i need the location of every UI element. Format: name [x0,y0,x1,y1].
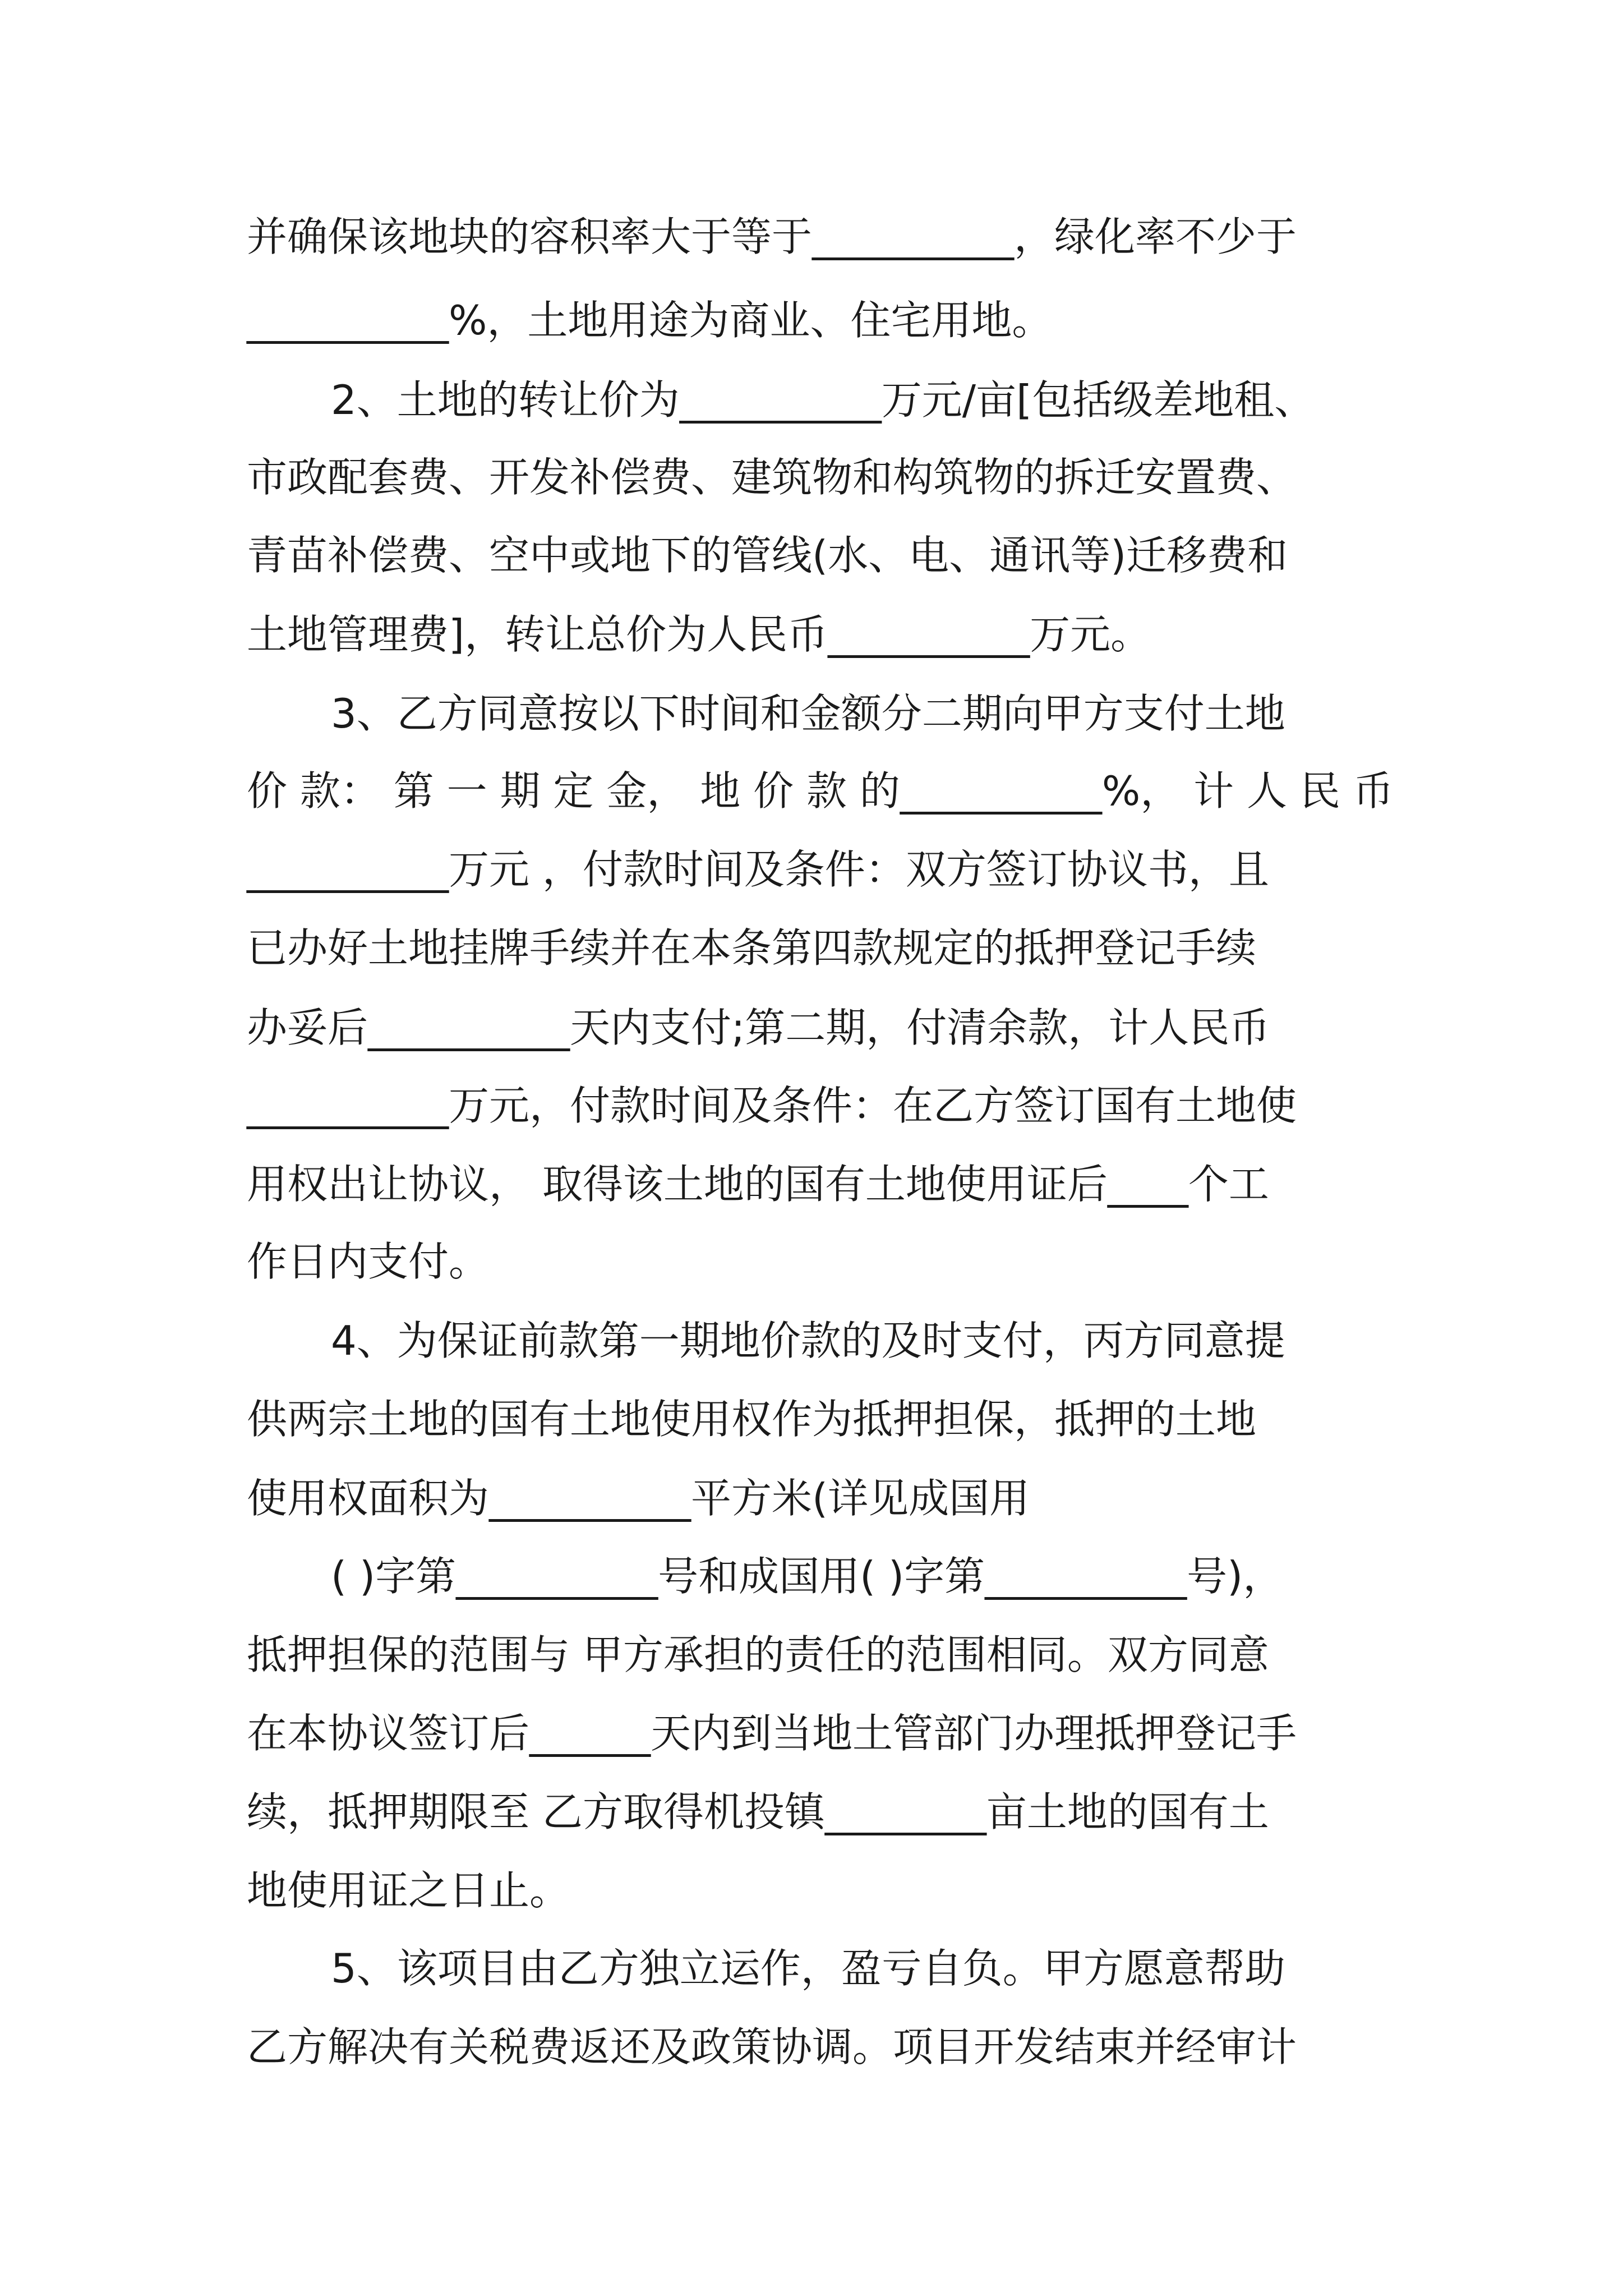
text-line: 乙方解决有关税费返还及政策协调。项目开发结束并经审计 [247,2023,1297,2070]
text-line: 市政配套费、开发补偿费、建筑物和构筑物的拆迁安置费、 [247,454,1297,501]
text-line: 在本协议签订后______天内到当地土管部门办理抵押登记手 [247,1710,1297,1757]
text-line: __________%，土地用途为商业、住宅用地。 [247,297,1053,344]
text-line: 作日内支付。 [247,1238,490,1285]
text-line: 办妥后__________天内支付;第二期，付清余款，计人民币 [247,1004,1270,1051]
text-line: 2、土地的转让价为__________万元/亩[包括级差地租、 [331,376,1315,424]
text-line: 5、该项目由乙方独立运作，盈亏自负。甲方愿意帮助 [331,1945,1285,1992]
text-line: 已办好土地挂牌手续并在本条第四款规定的抵押登记手续 [247,924,1257,972]
text-line: 4、为保证前款第一期地价款的及时支付，丙方同意提 [331,1317,1285,1364]
text-line: 续，抵押期限至 乙方取得机投镇________亩土地的国有土 [247,1788,1269,1835]
text-line: 用权出让协议， 取得该土地的国有土地使用证后____个工 [247,1161,1269,1208]
text-line: 并确保该地块的容积率大于等于__________，绿化率不少于 [247,213,1297,260]
text-line: 抵押担保的范围与 甲方承担的责任的范围相同。双方同意 [247,1631,1269,1678]
text-line: 土地管理费]，转让总价为人民币__________万元。 [247,611,1151,658]
text-line: ( )字第__________号和成国用( )字第__________号)， [331,1553,1284,1600]
text-line: 3、乙方同意按以下时间和金额分二期向甲方支付土地 [331,690,1285,737]
text-line: __________万元，付款时间及条件：在乙方签订国有土地使 [247,1082,1297,1129]
text-line: 青苗补偿费、空中或地下的管线(水、电、通讯等)迁移费和 [247,532,1288,579]
text-line: 地使用证之日止。 [247,1867,570,1914]
text-line: __________万元 ，付款时间及条件：双方签订协议书，且 [247,846,1269,893]
text-line: 供两宗土地的国有土地使用权作为抵押担保，抵押的土地 [247,1396,1257,1443]
text-line: 使用权面积为__________平方米(详见成国用 [247,1475,1030,1522]
text-line: 价 款： 第 一 期 定 金， 地 价 款 的__________%， 计 人 民 币 [247,767,1394,815]
